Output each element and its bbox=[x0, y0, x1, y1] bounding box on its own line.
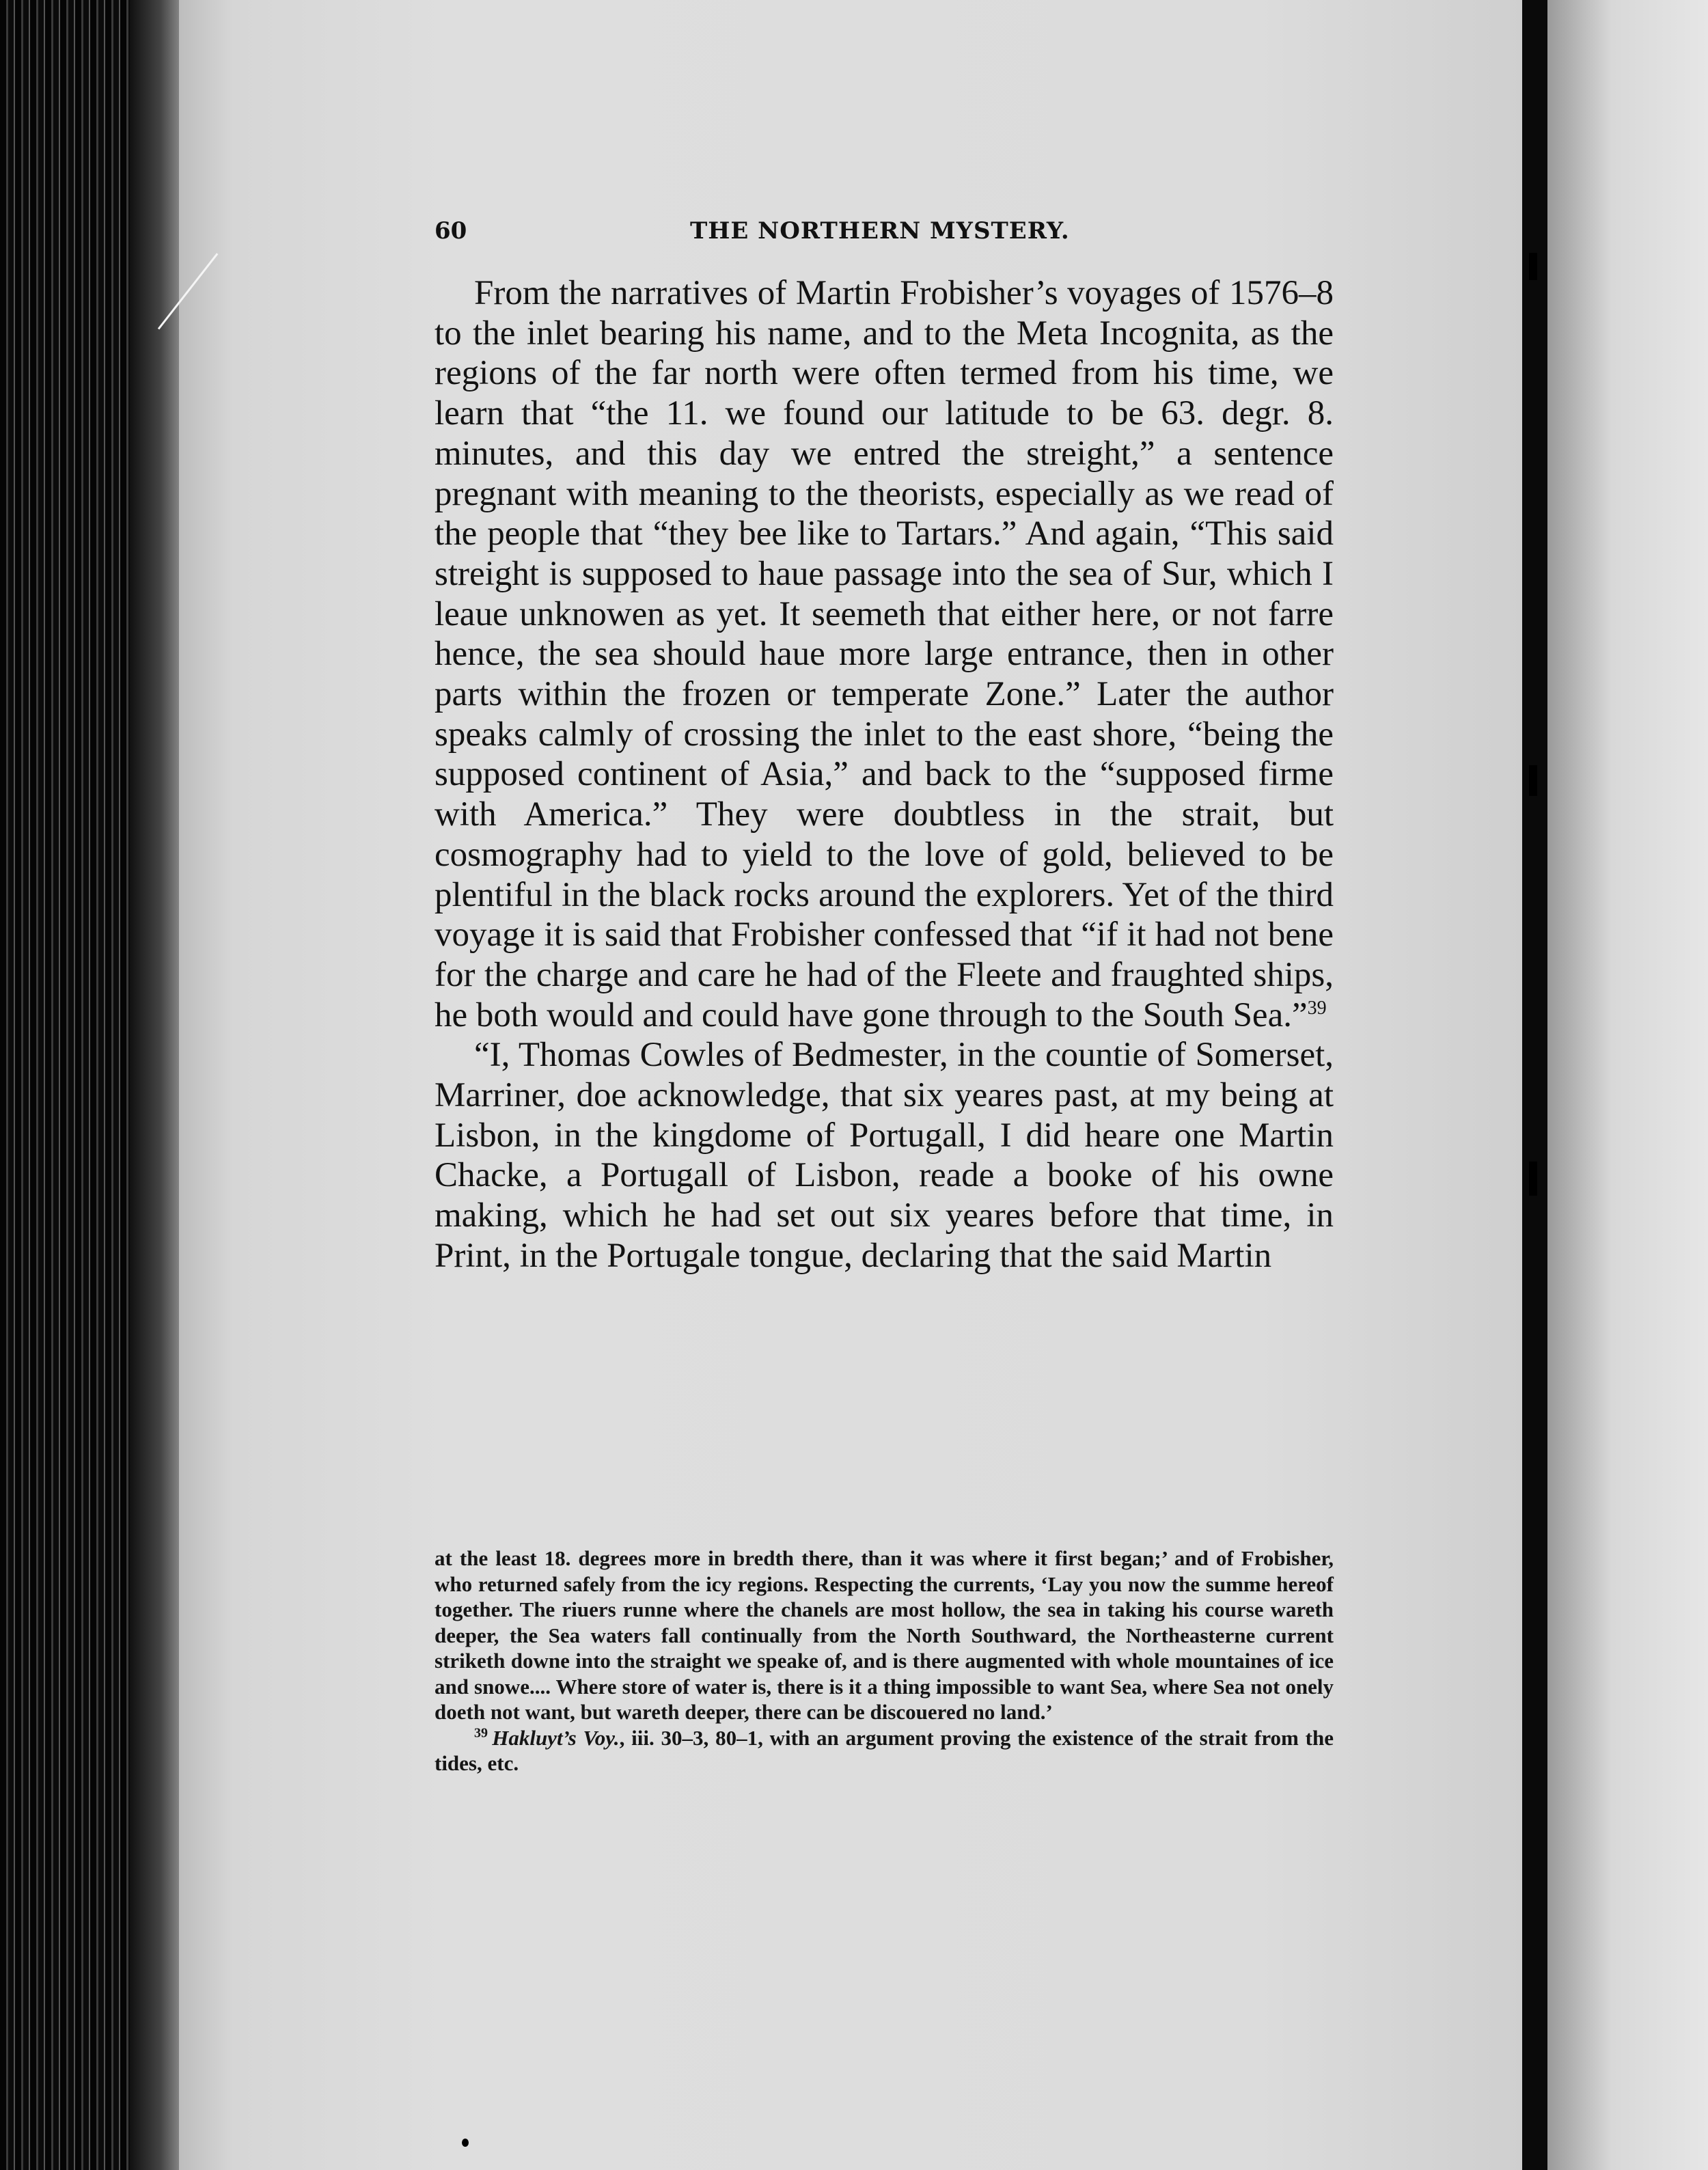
edge-mark bbox=[1529, 253, 1537, 280]
footnote-source: Hakluyt’s Voy. bbox=[492, 1725, 620, 1750]
footnotes bbox=[435, 1546, 1334, 1776]
scan-speck bbox=[462, 2139, 469, 2147]
binding-shadow bbox=[130, 0, 181, 2170]
running-head bbox=[435, 210, 1334, 251]
paragraph-text: From the narratives of Martin Frobisher’s voyages of 1576–8 to the inlet bearing his name, and to the Meta Incognita, as the regions of the far north were often termed from his time, we learn that “the 11. we found our latitude to be 63. degr. 8. minutes, and this day we entred the streight,” a sentence pregnant with meaning to the theorists, especially as we read of the people that “they bee like to Tartars.” And again, “This said streight is supposed to haue passage into the sea of Sur, which I leaue unknowen as yet. It seemeth that either here, or not farre hence, the sea should haue more large entrance, then in other parts within the frozen or temperate Zone.” Later the author speaks calmly of crossing the inlet to the east shore, “being the supposed continent of Asia,” and back to the “supposed firme with America.” They were doubtless in the strait, but cosmography had to yield to the love of gold, believed to be plentiful in the black rocks around the explorers. Yet of the third voyage it is said that Frobisher confessed that “if it had not bene for the charge and care he had of the Fleete and fraughted ships, he both would and could have gone through to the South Sea.” bbox=[435, 274, 1334, 1034]
page-number: 60 bbox=[435, 217, 467, 245]
paragraph bbox=[435, 273, 1334, 1035]
footnote bbox=[435, 1725, 1334, 1776]
page-gutter bbox=[1522, 0, 1549, 2170]
footnote-number: 39 bbox=[474, 1725, 488, 1741]
footnote-text: , iii. 30–3, 80–1, with an argument proving the existence of the strait from the tides, etc. bbox=[435, 1725, 1334, 1775]
edge-mark bbox=[1529, 765, 1537, 796]
paragraph: “I, Thomas Cowles of Bedmester, in the countie of Somerset, Marriner, doe acknowledge, that six yeares past, at my being at Lisbon, in the kingdome of Portugall, I did heare one Martin Chacke, a Portugall of Lisbon, reade a booke of his owne making, which he had set out six yeares before that time, in Print, in the Portugale tongue, declaring that the said Martin bbox=[435, 1036, 1334, 1275]
footnote-reference: 39 bbox=[1307, 997, 1327, 1019]
body-text bbox=[435, 273, 1334, 1276]
next-page-edge bbox=[1547, 0, 1708, 2170]
edge-mark bbox=[1529, 1162, 1537, 1196]
footnote-continuation: at the least 18. degrees more in bredth there, than it was where it first began;’ and of Frobisher, who returned safely from the icy regions. Respecting the currents, ‘Lay you now the summe hereof together. The riuers runne where the chanels are most hollow, the sea in taking his course wareth deeper, the Sea waters fall continually from the North Southward, the Northeasterne current striketh downe into the straight we speake of, and is there augmented with whole mountaines of ice and snowe.... Where store of water is, there is it a thing impossible to want Sea, where Sea not onely doeth not want, but wareth deeper, there can be discouered no land.’ bbox=[435, 1546, 1334, 1724]
running-title: THE NORTHERN MYSTERY. bbox=[690, 217, 1070, 245]
